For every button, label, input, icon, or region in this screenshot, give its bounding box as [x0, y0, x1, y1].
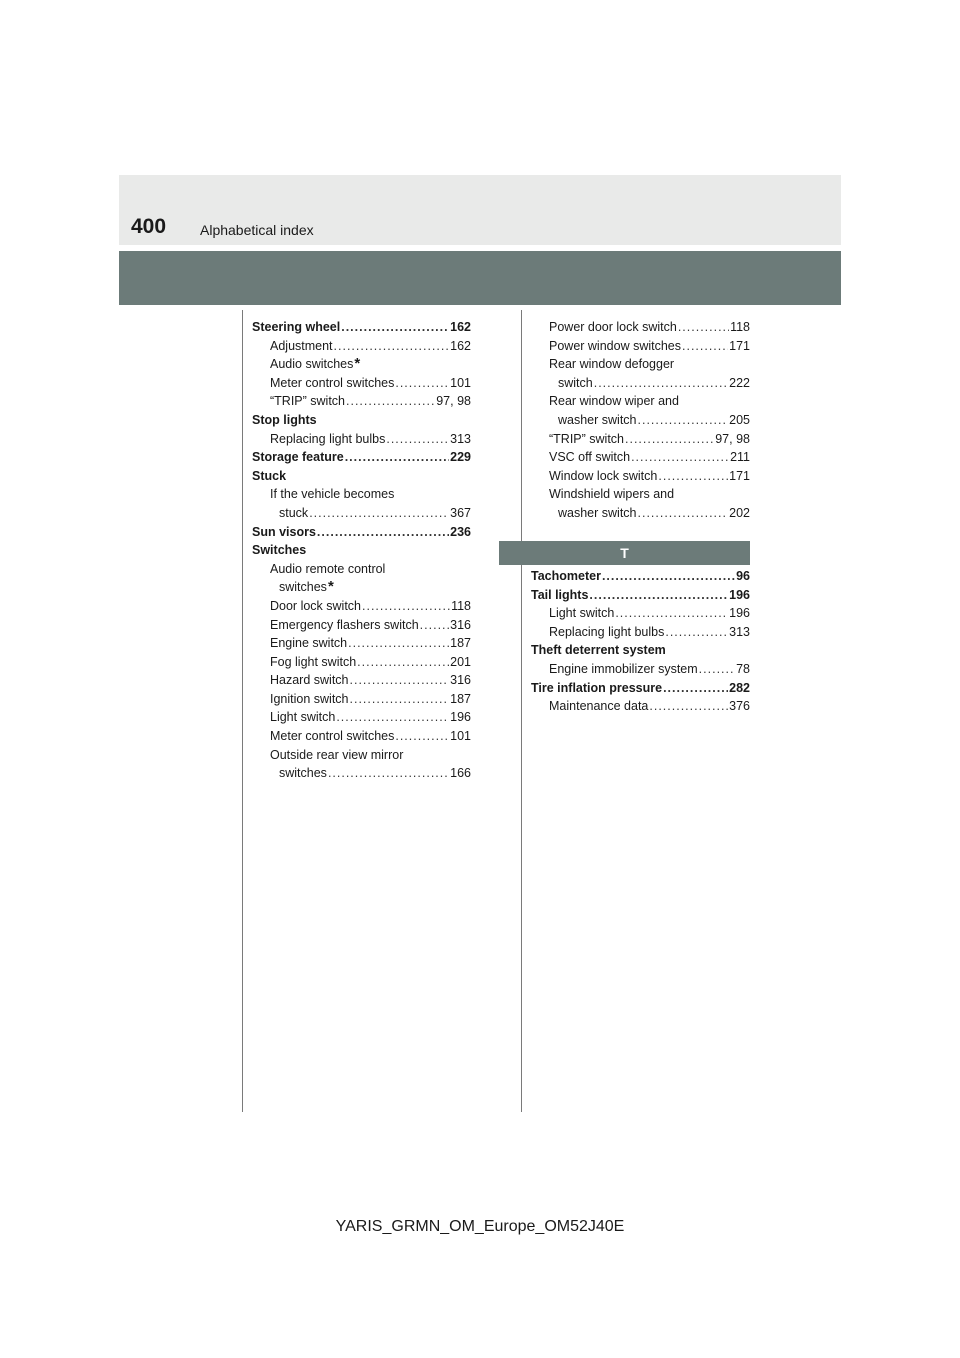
entry-label: Emergency flashers switch — [270, 617, 419, 632]
index-entry-sub — [531, 355, 750, 374]
dot-leader — [309, 504, 449, 523]
asterisk-mark: * — [354, 355, 361, 373]
dot-leader — [594, 374, 728, 393]
entry-label: Ignition switch — [270, 691, 349, 706]
entry-page: 196 — [729, 587, 750, 602]
entry-label: Theft deterrent system — [531, 643, 666, 658]
entry-label: Meter control switches — [270, 729, 395, 744]
entry-page: 171 — [729, 338, 750, 353]
index-entry-sub[interactable] — [531, 318, 750, 337]
dot-leader — [395, 727, 449, 746]
index-entry-sub[interactable] — [531, 467, 750, 486]
dot-leader — [649, 697, 728, 716]
dot-leader — [334, 337, 450, 356]
entry-page: 118 — [730, 320, 750, 334]
entry-label: Door lock switch — [270, 598, 361, 613]
entry-label: “TRIP” switch — [549, 431, 624, 446]
index-entry-sub[interactable] — [252, 653, 471, 672]
index-entry-continuation[interactable] — [252, 764, 471, 783]
entry-label: If the vehicle becomes — [270, 487, 395, 502]
asterisk-mark: * — [327, 578, 334, 596]
index-entry-main[interactable] — [531, 586, 750, 605]
index-entry-sub[interactable] — [252, 430, 471, 449]
entry-label: Stop lights — [252, 412, 317, 427]
index-entry-sub[interactable] — [531, 660, 750, 679]
entry-label: Rear window defogger — [549, 357, 675, 372]
entry-page: 162 — [450, 338, 471, 353]
entry-page: 205 — [729, 412, 750, 427]
entry-label: Maintenance data — [549, 699, 649, 714]
entry-label: Meter control switches — [270, 375, 395, 390]
entry-page: 202 — [729, 505, 750, 520]
entry-label: Power window switches — [549, 338, 681, 353]
dot-leader — [638, 411, 729, 430]
dot-leader — [348, 634, 449, 653]
dot-leader — [362, 597, 450, 616]
index-entry-continuation[interactable] — [531, 504, 750, 523]
section-title: Alphabetical index — [200, 222, 314, 238]
entry-label: Tail lights — [531, 587, 589, 602]
entry-page: 101 — [450, 375, 471, 390]
index-entry-sub[interactable] — [531, 448, 750, 467]
index-entry-continuation[interactable] — [252, 504, 471, 523]
index-entry-sub[interactable] — [252, 597, 471, 616]
index-entry-main[interactable] — [252, 523, 471, 542]
entry-page: 313 — [729, 624, 750, 639]
index-entry-sub[interactable] — [531, 337, 750, 356]
entry-label: Stuck — [252, 468, 287, 483]
index-entry-main[interactable] — [531, 679, 750, 698]
entry-label: Tire inflation pressure — [531, 680, 663, 695]
entry-label: Steering wheel — [252, 320, 341, 334]
index-entry-continuation[interactable] — [531, 411, 750, 430]
index-entry-main[interactable] — [252, 318, 471, 337]
index-entry-sub[interactable] — [252, 392, 471, 411]
entry-page: 118 — [451, 598, 471, 613]
entry-page: 171 — [729, 468, 750, 483]
header-bar — [119, 175, 841, 245]
index-entry-main — [252, 541, 471, 560]
entry-page: 229 — [450, 450, 471, 465]
entry-page: 187 — [450, 636, 471, 651]
entry-label: Outside rear view mirror — [270, 747, 404, 762]
entry-page: 196 — [450, 710, 471, 725]
dot-leader — [346, 392, 435, 411]
entry-page: 97, 98 — [715, 431, 750, 446]
dot-leader — [615, 604, 728, 623]
entry-label: washer switch — [558, 412, 637, 427]
index-entry-sub — [252, 560, 471, 579]
dot-leader — [341, 318, 449, 337]
entry-label: Hazard switch — [270, 673, 349, 688]
index-entry-continuation[interactable] — [531, 374, 750, 393]
index-entry-sub[interactable] — [252, 616, 471, 635]
header-band — [119, 251, 841, 305]
page-number: 400 — [131, 215, 167, 238]
dot-leader — [602, 567, 735, 586]
entry-label: Rear window wiper and — [549, 394, 679, 409]
index-entry-sub[interactable] — [252, 708, 471, 727]
index-entry-sub — [531, 392, 750, 411]
dot-leader — [350, 671, 450, 690]
index-entry-sub[interactable] — [252, 355, 471, 374]
entry-label: VSC off switch — [549, 450, 631, 465]
entry-page: 313 — [450, 431, 471, 446]
dot-leader — [345, 448, 449, 467]
index-entry-sub[interactable] — [531, 604, 750, 623]
entry-label: Replacing light bulbs — [270, 431, 386, 446]
dot-leader — [682, 337, 728, 356]
entry-label: switches — [279, 766, 327, 781]
dot-leader — [699, 660, 735, 679]
entry-label: Windshield wipers and — [549, 487, 675, 502]
entry-page: 96 — [736, 569, 750, 583]
index-entry-main — [531, 641, 750, 660]
entry-page: 367 — [450, 505, 471, 520]
dot-leader — [663, 679, 728, 698]
dot-leader — [395, 374, 449, 393]
dot-leader — [336, 708, 449, 727]
entry-label: Replacing light bulbs — [549, 624, 665, 639]
entry-page: 187 — [450, 691, 471, 706]
entry-page: 236 — [450, 524, 471, 539]
entry-page: 222 — [729, 375, 750, 390]
entry-label: switch — [558, 375, 593, 390]
entry-page: 196 — [729, 606, 750, 621]
dot-leader — [317, 523, 449, 542]
entry-label: Power door lock switch — [549, 320, 677, 334]
index-entry-sub[interactable] — [252, 374, 471, 393]
index-entry-sub — [252, 746, 471, 765]
dot-leader — [678, 318, 729, 337]
entry-label: Switches — [252, 543, 307, 558]
dot-leader — [420, 616, 449, 635]
dot-leader — [328, 764, 449, 783]
entry-page: 316 — [450, 673, 471, 688]
index-entry-sub[interactable] — [531, 623, 750, 642]
section-letter-header: T — [499, 541, 750, 565]
index-column-right-top — [531, 318, 750, 523]
entry-label: stuck — [279, 505, 309, 520]
index-entry-main — [252, 411, 471, 430]
index-entry-sub[interactable] — [252, 727, 471, 746]
index-entry-sub — [252, 485, 471, 504]
entry-page: 376 — [729, 699, 750, 714]
entry-label: Storage feature — [252, 450, 344, 465]
dot-leader — [589, 586, 728, 605]
dot-leader — [631, 448, 729, 467]
entry-page: 316 — [450, 617, 471, 632]
entry-page: 101 — [450, 729, 471, 744]
index-entry-sub — [531, 485, 750, 504]
entry-label: Audio remote control — [270, 561, 386, 576]
index-entry-sub[interactable] — [252, 671, 471, 690]
index-entry-sub[interactable] — [531, 430, 750, 449]
index-entry-sub[interactable] — [531, 697, 750, 716]
entry-label: “TRIP” switch — [270, 394, 345, 409]
dot-leader — [625, 430, 714, 449]
dot-leader — [357, 653, 449, 672]
index-entry-sub[interactable] — [252, 634, 471, 653]
entry-label: washer switch — [558, 505, 637, 520]
dot-leader — [386, 430, 449, 449]
index-entry-sub[interactable] — [252, 690, 471, 709]
entry-page: 282 — [729, 680, 750, 695]
entry-label: Window lock switch — [549, 468, 658, 483]
entry-label: Audio switches — [270, 357, 354, 372]
entry-page: 78 — [736, 661, 750, 676]
entry-label: Tachometer — [531, 569, 601, 583]
dot-leader — [638, 504, 729, 523]
entry-page: 97, 98 — [436, 394, 471, 409]
index-column-right-t — [531, 567, 750, 716]
entry-page: 162 — [450, 320, 471, 334]
entry-label: switches — [279, 580, 327, 595]
left-column-rule — [242, 310, 243, 1112]
entry-label: Light switch — [549, 606, 615, 621]
entry-label: Light switch — [270, 710, 336, 725]
document-code-footer: YARIS_GRMN_OM_Europe_OM52J40E — [335, 1218, 625, 1235]
dot-leader — [658, 467, 728, 486]
index-entry-main[interactable] — [531, 567, 750, 586]
center-column-rule — [521, 310, 522, 1112]
entry-page: 211 — [730, 450, 750, 465]
index-entry-sub[interactable] — [252, 337, 471, 356]
entry-page: 201 — [450, 654, 471, 669]
index-entry-continuation[interactable] — [252, 578, 471, 597]
index-entry-main — [252, 467, 471, 486]
dot-leader — [350, 690, 450, 709]
entry-label: Engine switch — [270, 636, 348, 651]
index-entry-main[interactable] — [252, 448, 471, 467]
entry-label: Sun visors — [252, 524, 316, 539]
entry-label: Engine immobilizer system — [549, 661, 698, 676]
entry-label: Adjustment — [270, 338, 333, 353]
entry-page: 166 — [450, 766, 471, 781]
index-column-left — [252, 318, 471, 783]
entry-label: Fog light switch — [270, 654, 357, 669]
dot-leader — [665, 623, 728, 642]
